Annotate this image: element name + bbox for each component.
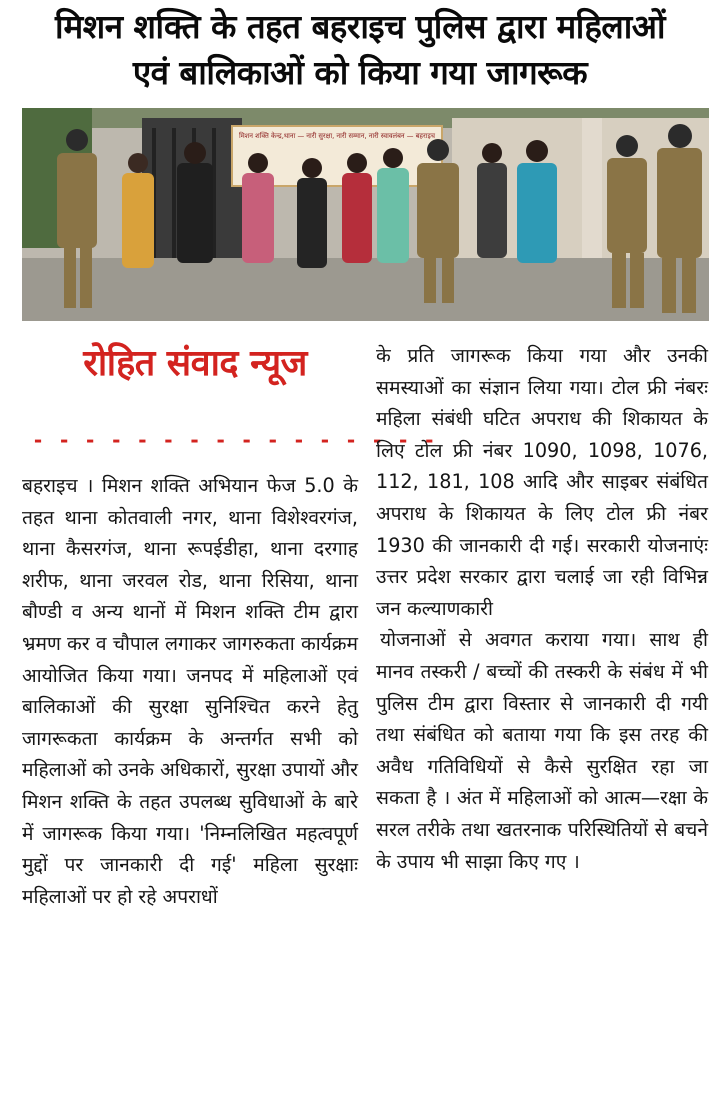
article-paragraph: योजनाओं से अवगत कराया गया। साथ ही मानव तस्करी / बच्चों की तस्करी के संबंध में भी पुलिस टीम द्वारा विस्तार से जानकारी दी गयी तथा संबंधित को बताया गया कि इस तरह की अवैध गतिविधियों से कैसे सुरक्षित रहा जा सकता है । अंत में महिलाओं को आत्म—रक्षा के सरल तरीके तथा खतरनाक परिस्थितियों से बचने के उपाय भी साझा किए गए ।	[376, 628, 708, 873]
banner-text: मिशन शक्ति केन्द्र,थाना — नारी सुरक्षा, नारी सम्मान, नारी स्वावलंबन — बहराइच	[239, 132, 444, 140]
article-column-left	[22, 470, 358, 912]
article-column-right	[376, 340, 708, 877]
brand-divider: - - - - - - - - - - - - - - - -	[32, 428, 437, 452]
headline-line-1: मिशन शक्ति के तहत बहराइच पुलिस द्वारा महिलाओं	[55, 7, 665, 46]
publication-name: रोहित संवाद न्यूज	[83, 342, 307, 384]
news-photo	[22, 108, 709, 321]
headline-line-2: एवं बालिकाओं को किया गया जागरूक	[132, 53, 588, 92]
article-paragraph: बहराइच । मिशन शक्ति अभियान फेज 5.0 के तहत थाना कोतवाली नगर, थाना विशेश्वरगंज, थाना कैसरगंज, थाना रूपईडीहा, थाना दरगाह शरीफ, थाना जरवल रोड, थाना रिसिया, थाना बौण्डी व अन्य थानों में मिशन शक्ति टीम द्वारा भ्रमण कर व चौपाल लगाकर जागरुकता कार्यक्रम आयोजित किया गया। जनपद में महिलाओं एवं बालिकाओं की सुरक्षा सुनिश्चित करने हेतु जागरूकता कार्यक्रम के अन्तर्गत सभी को महिलाओं को उनके अधिकारों, सुरक्षा उपायों और मिशन शक्ति के तहत उपलब्ध सुविधाओं के बारे में जागरूक किया गया। 'निम्नलिखित महत्वपूर्ण मुद्दों पर जानकारी दी गई' महिला सुरक्षाः महिलाओं पर हो रहे अपराधों	[22, 474, 358, 908]
headline	[0, 4, 720, 96]
article-paragraph: के प्रति जागरूक किया गया और उनकी समस्याओं का संज्ञान लिया गया। टोल फ्री नंबरः महिला संबंधी घटित अपराध की शिकायत के लिए टोल फ्री नंबर 1090, 1098, 1076, 112, 181, 108 आदि और साइबर संबंधित अपराध के शिकायत के लिए टोल फ्री नंबर 1930 की जानकारी दी गई। सरकारी योजनाएंः उत्तर प्रदेश सरकार द्वारा चलाई जा रही विभिन्न जन कल्याणकारी	[376, 344, 708, 620]
